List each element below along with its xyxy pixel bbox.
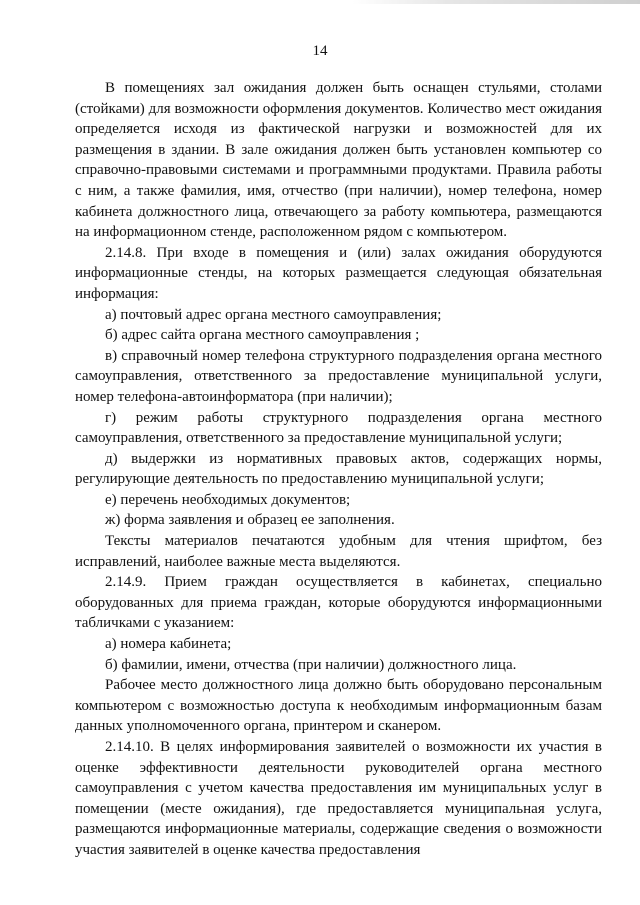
list-item-a-cabinet: а) номера кабинета; (105, 636, 232, 653)
page-number: 14 (312, 43, 328, 59)
list-item-d: д) выдержки из нормативных правовых актов, содержащих нормы, регулирующие деятельность по предоставлению муниципальной услуги; (75, 450, 602, 488)
paragraph-workplace: Рабочее место должностного лица должно быть оборудовано персональным компьютером с возможностью доступа к необходимым информационным базам данных уполномоченного органа, принтером и сканером. (75, 677, 602, 735)
list-item-a: а) почтовый адрес органа местного самоуправления; (105, 306, 442, 323)
list-item-g: г) режим работы структурного подразделения органа местного самоуправления, ответственного за предоставление муниципальной услуги; (75, 409, 602, 447)
paragraph-waiting-room: В помещениях зал ожидания должен быть оснащен стульями, столами (стойками) для возможности оформления документов. Количество мест ожидания определяется исходя из фактической нагрузки и возможностей для их размещения в здании. В зале ожидания должен быть установлен компьютер со справочно-правовыми системами и программными продуктами. Правила работы с ним, а также фамилия, имя, отчество (при наличии), номер телефона, номер кабинета должностного лица, отвечающего за работу компьютера, размещаются на информационном стенде, расположенном рядом с компьютером. (75, 80, 602, 241)
list-item-e: е) перечень необходимых документов; (105, 491, 351, 508)
list-item-v: в) справочный номер телефона структурного подразделения органа местного самоуправления, ответственного за предоставление муниципальной услуги, номер телефона-автоинформатора (при наличии); (75, 347, 602, 405)
list-item-b: б) адрес сайта органа местного самоуправления ; (105, 327, 420, 344)
paragraph-texts: Тексты материалов печатаются удобным для чтения шрифтом, без исправлений, наиболее важные места выделяются. (75, 533, 602, 570)
paragraph-2-14-8: 2.14.8. При входе в помещения и (или) залах ожидания оборудуются информационные стенды, на которых размещается следующая обязательная информация: (75, 244, 602, 302)
list-item-b-names: б) фамилии, имени, отчества (при наличии) должностного лица. (105, 656, 517, 673)
paragraph-2-14-10: 2.14.10. В целях информирования заявителей о возможности их участия в оценке эффективности деятельности руководителей органа местного самоуправления с учетом качества предоставления им муниципальных услуг в помещении (месте ожидания), где предоставляется муниципальная услуга, размещаются информационные материалы, содержащие сведения о возможности участия заявителей в оценке качества предоставления (75, 739, 602, 858)
document-body (75, 78, 602, 861)
scan-edge (0, 0, 640, 4)
list-item-zh: ж) форма заявления и образец ее заполнения. (105, 512, 395, 529)
paragraph-2-14-9: 2.14.9. Прием граждан осуществляется в кабинетах, специально оборудованных для приема граждан, которые оборудуются информационными табличками с указанием: (75, 574, 602, 632)
